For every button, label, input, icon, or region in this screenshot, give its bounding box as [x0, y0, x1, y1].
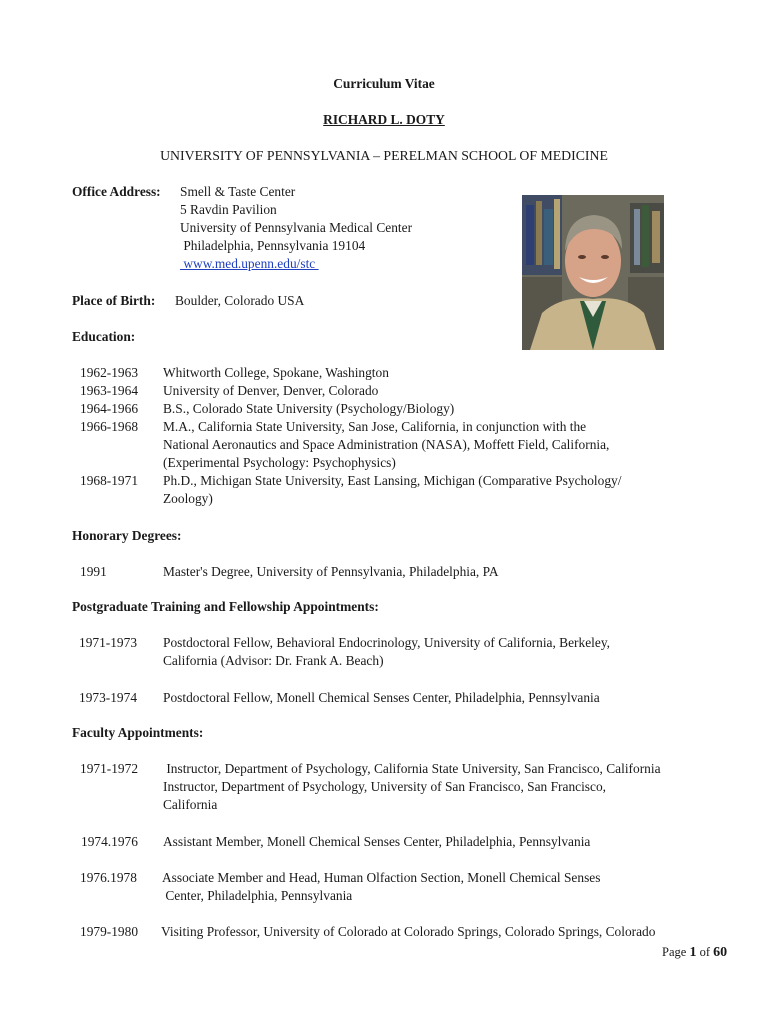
place-of-birth-label: Place of Birth:: [72, 293, 156, 308]
entry-text: M.A., California State University, San Jose, California, in conjunction with the: [163, 419, 587, 434]
education-heading: Education:: [72, 329, 136, 344]
place-of-birth-value: Boulder, Colorado USA: [175, 293, 305, 308]
website-link[interactable]: www.med.upenn.edu/stc: [180, 256, 319, 271]
entry-text: Zoology): [163, 491, 213, 506]
entry-text: (Experimental Psychology: Psychophysics): [163, 455, 396, 470]
entry-text: B.S., Colorado State University (Psychology/Biology): [163, 401, 455, 416]
page-number: Page 1 of 60: [662, 945, 728, 960]
entry-years: 1962-1963: [80, 365, 139, 380]
entry-text: Postdoctoral Fellow, Monell Chemical Senses Center, Philadelphia, Pennsylvania: [163, 690, 600, 705]
entry-years: 1976.1978: [80, 870, 137, 885]
entry-text: Ph.D., Michigan State University, East Lansing, Michigan (Comparative Psychology/: [163, 473, 622, 488]
entry-years: 1968-1971: [80, 473, 139, 488]
entry-years: 1963-1964: [80, 383, 139, 398]
entry-text: Instructor, Department of Psychology, California State University, San Francisco, California: [163, 761, 661, 776]
entry-text: University of Denver, Denver, Colorado: [163, 383, 379, 398]
office-line: Smell & Taste Center: [180, 184, 296, 199]
entry-years: 1971-1972: [80, 761, 139, 776]
office-line: Philadelphia, Pennsylvania 19104: [180, 238, 366, 253]
document-title: Curriculum Vitae: [333, 76, 435, 91]
office-address-label: Office Address:: [72, 184, 161, 199]
entry-text: Instructor, Department of Psychology, University of San Francisco, San Francisco,: [163, 779, 607, 794]
entry-text: Associate Member and Head, Human Olfaction Section, Monell Chemical Senses: [162, 870, 601, 885]
entry-text: National Aeronautics and Space Administration (NASA), Moffett Field, California,: [163, 437, 610, 452]
entry-text: Postdoctoral Fellow, Behavioral Endocrinology, University of California, Berkeley,: [163, 635, 610, 650]
portrait-illustration: [522, 195, 664, 350]
portrait-photo: [522, 195, 664, 350]
office-line: University of Pennsylvania Medical Center: [180, 220, 413, 235]
institution-name: UNIVERSITY OF PENNSYLVANIA – PERELMAN SCHOOL OF MEDICINE: [160, 148, 608, 163]
entry-text: Visiting Professor, University of Colorado at Colorado Springs, Colorado Springs, Colorado: [161, 924, 656, 939]
entry-years: 1964-1966: [80, 401, 139, 416]
honorary-degrees-heading: Honorary Degrees:: [72, 528, 182, 543]
entry-text: Master's Degree, University of Pennsylvania, Philadelphia, PA: [163, 564, 499, 579]
office-line: 5 Ravdin Pavilion: [180, 202, 277, 217]
person-name: RICHARD L. DOTY: [323, 112, 445, 127]
entry-years: 1966-1968: [80, 419, 139, 434]
entry-text: Assistant Member, Monell Chemical Senses Center, Philadelphia, Pennsylvania: [163, 834, 591, 849]
postgrad-heading: Postgraduate Training and Fellowship Appointments:: [72, 599, 379, 614]
entry-text: California: [163, 797, 218, 812]
entry-text: Whitworth College, Spokane, Washington: [163, 365, 389, 380]
entry-years: 1973-1974: [79, 690, 138, 705]
entry-years: 1991: [80, 564, 107, 579]
entry-years: 1979-1980: [80, 924, 139, 939]
faculty-heading: Faculty Appointments:: [72, 725, 204, 740]
entry-text: Center, Philadelphia, Pennsylvania: [162, 888, 353, 903]
entry-text: California (Advisor: Dr. Frank A. Beach): [163, 653, 384, 668]
entry-years: 1974.1976: [81, 834, 138, 849]
entry-years: 1971-1973: [79, 635, 138, 650]
